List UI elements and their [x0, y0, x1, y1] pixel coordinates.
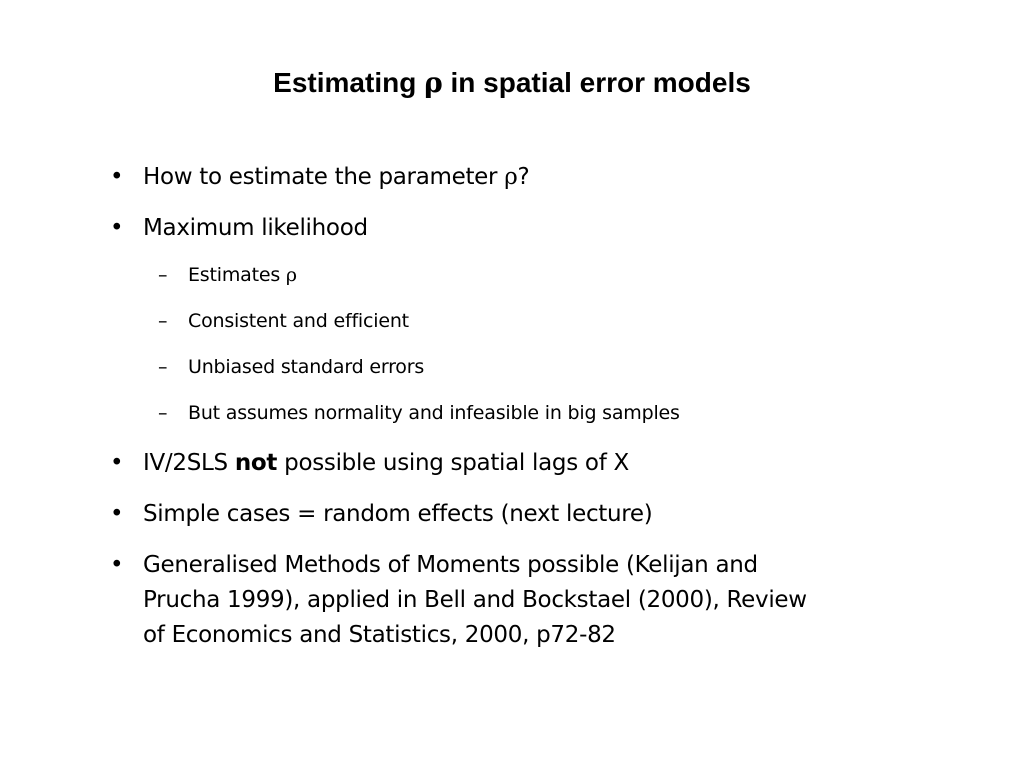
bullet-text-line-3: of Economics and Statistics, 2000, p72-82 — [143, 622, 616, 648]
bullet-text-suffix: possible using spatial lags of X — [284, 450, 629, 476]
sub-bullet-marker: – — [158, 402, 168, 424]
bullet-text: Simple cases = random effects (next lecture) — [143, 501, 653, 527]
sub-bullet-text — [188, 262, 948, 288]
bullet-text-line-2: Prucha 1999), applied in Bell and Bockstael (2000), Review — [143, 587, 807, 613]
bullet-marker: • — [110, 450, 124, 476]
rho-symbol: ρ — [504, 164, 518, 190]
sub-bullet-text: Consistent and efficient — [188, 310, 409, 332]
sub-bullet-text-prefix: Estimates — [188, 264, 281, 286]
sub-bullet-marker: – — [158, 264, 168, 286]
title-rho-symbol: ρ — [424, 66, 443, 99]
sub-bullet-text: But assumes normality and infeasible in big samples — [188, 402, 680, 424]
emphasis-not: not — [234, 450, 278, 476]
title-prefix: Estimating — [273, 67, 417, 98]
rho-symbol: ρ — [285, 264, 297, 286]
bullet-marker: • — [110, 552, 124, 578]
bullet-text — [143, 160, 958, 195]
title-suffix: in spatial error models — [450, 67, 751, 98]
bullet-text: Maximum likelihood — [143, 215, 368, 241]
bullet-text-suffix: ? — [517, 164, 530, 190]
bullet-marker: • — [110, 215, 124, 241]
bullet-text-line-1: Generalised Methods of Moments possible (Kelijan and — [143, 552, 758, 578]
bullet-marker: • — [110, 164, 124, 190]
sub-bullet-text: Unbiased standard errors — [188, 356, 425, 378]
bullet-marker: • — [110, 501, 124, 527]
sub-bullet-marker: – — [158, 356, 168, 378]
bullet-text-prefix: How to estimate the parameter — [143, 164, 498, 190]
bullet-text — [143, 548, 958, 653]
sub-bullet-marker: – — [158, 310, 168, 332]
bullet-text-prefix: IV/2SLS — [143, 450, 228, 476]
bullet-text — [143, 446, 958, 481]
